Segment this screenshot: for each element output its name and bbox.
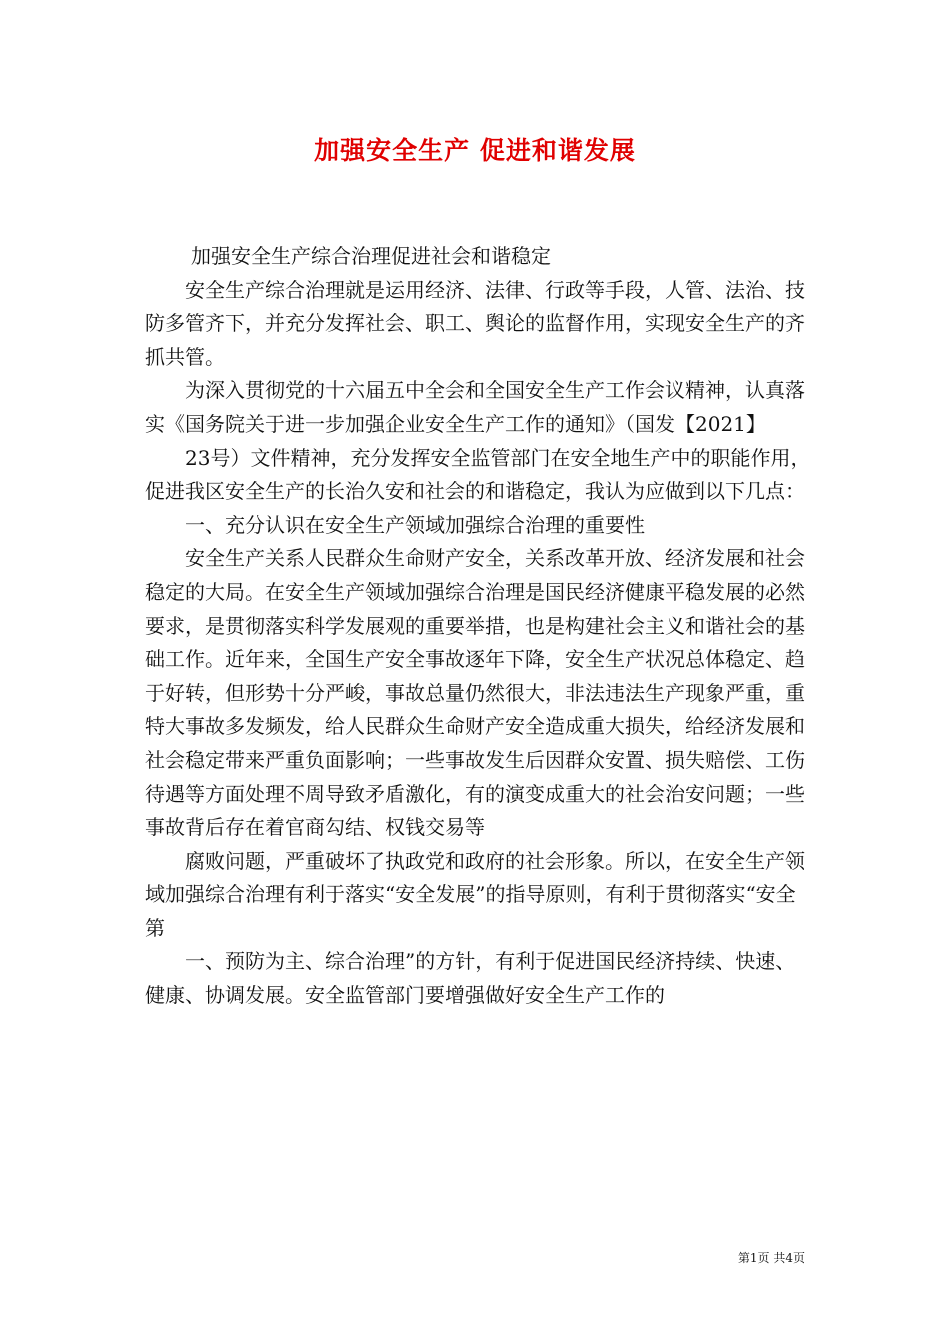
paragraph: 为深入贯彻党的十六届五中全会和全国安全生产工作会议精神，认真落实《国务院关于进一步加强企业安全生产工作的通知》（国发【2021】 — [145, 378, 805, 436]
page-number-footer — [738, 1250, 805, 1266]
paragraph: 23号）文件精神，充分发挥安全监管部门在安全地生产中的职能作用，促进我区安全生产的长治久安和社会的和谐稳定，我认为应做到以下几点： — [145, 445, 811, 504]
footer-middle: 页 共 — [757, 1251, 786, 1265]
paragraph-subtitle: 加强安全生产综合治理促进社会和谐稳定 — [191, 244, 551, 268]
paragraph: 腐败问题，严重破坏了执政党和政府的社会形象。所以，在安全生产领域加强综合治理有利于落实“安全发展”的指导原则，有利于贯彻落实“安全第 — [145, 848, 805, 940]
paragraph: 安全生产综合治理就是运用经济、法律、行政等手段，人管、法治、技防多管齐下，并充分发挥社会、职工、舆论的监督作用，实现安全生产的齐抓共管。 — [145, 277, 805, 369]
footer-suffix: 页 — [792, 1251, 805, 1265]
document-title: 加强安全生产 促进和谐发展 — [314, 136, 636, 165]
document-body — [145, 240, 815, 1013]
current-page-number: 1 — [749, 1251, 758, 1265]
section-heading: 一、充分认识在安全生产领域加强综合治理的重要性 — [185, 512, 645, 537]
footer-prefix: 第 — [737, 1251, 750, 1265]
paragraph: 安全生产关系人民群众生命财产安全，关系改革开放、经济发展和社会稳定的大局。在安全生产领域加强综合治理是国民经济健康平稳发展的必然要求，是贯彻落实科学发展观的重要举措，也是构建社会主义和谐社会的基础工作。近年来，全国生产安全事故逐年下降，安全生产状况总体稳定、趋于好转，但形势十分严峻，事故总量仍然很大，非法违法生产现象严重，重特大事故多发频发，给人民群众生命财产安全造成重大损失，给经济发展和社会稳定带来严重负面影响；一些事故发生后因群众安置、损失赔偿、工伤待遇等方面处理不周导致矛盾激化，有的演变成重大的社会治安问题；一些事故背后存在着官商勾结、权钱交易等 — [145, 546, 805, 840]
total-page-count: 4 — [785, 1251, 793, 1265]
paragraph: 一、预防为主、综合治理”的方针，有利于促进国民经济持续、快速、健康、协调发展。安全监管部门要增强做好安全生产工作的 — [145, 949, 796, 1008]
